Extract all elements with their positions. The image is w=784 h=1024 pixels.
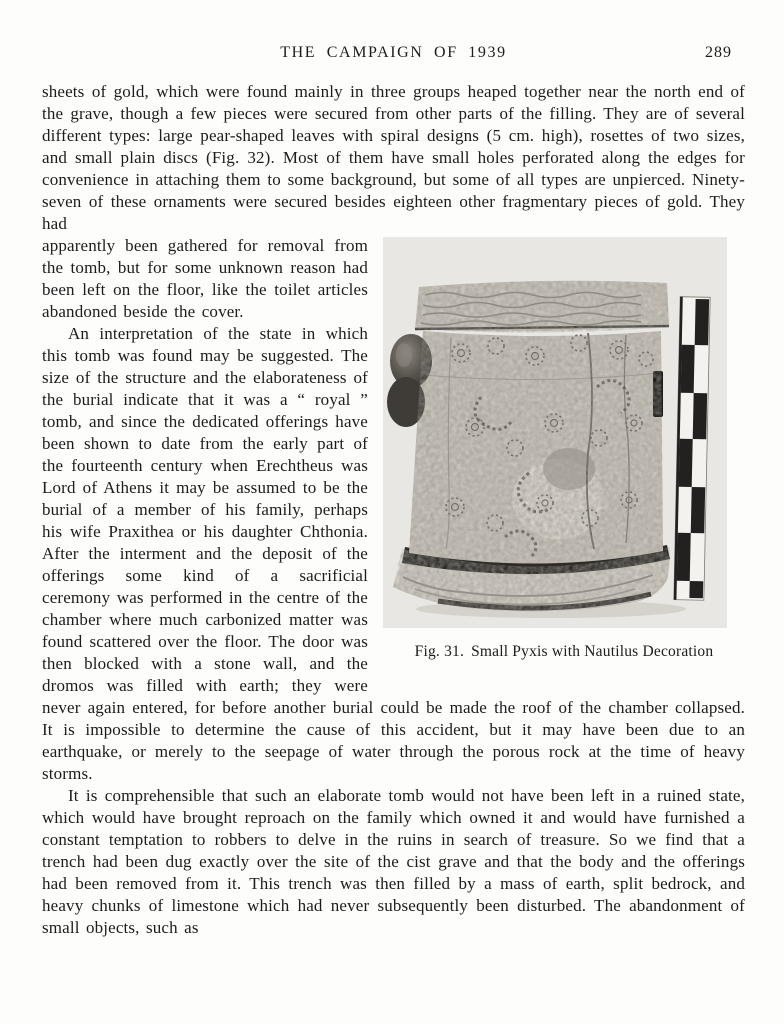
pyxis-photo (383, 237, 727, 628)
pyxis-photo-art (383, 237, 727, 628)
paragraph-3: It is comprehensible that such an elaborate tomb would not have been left in a ruined state, which would have brought reproach on the family which owned it and would have furnished a constant temptation to robbers to delve in the ruins in search of treasure. So we find that a trench had been dug exactly over the site of the cist grave and that the body and the offerings had been removed from it. This trench was then filled by a mass of earth, split bedrock, and heavy chunks of limestone which had never subsequently been disturbed. The abandonment of small objects, such as (42, 786, 745, 937)
figure-caption-text: Small Pyxis with Nautilus Decoration (471, 643, 714, 660)
paragraph-2: An interpretation of the state in which this tomb was found may be suggested. The size of the structure and the elaborateness of the burial indicate that it was a “ royal ” tomb, and since the dedicated offerings have been shown to date from the early part of the fourteenth century when Erechtheus was Lord of Athens it may be assumed to be the burial of a member of his family, perhaps his wife Praxithea or his daughter Chthonia. After the interment and the deposit of the offerings some kind of a sacrificial ceremony was performed in the centre of the chamber where much carbonized matter was found scattered over the floor. The door was then blocked with a stone wall, and the dromos was filled with earth; they were never again entered, for before another burial could be made the roof of the chamber collapsed. It is impossible to determine the cause of this accident, but it may have been due to an earthquake, or merely to the seepage of water through the porous rock at the time of heavy storms. (42, 324, 745, 783)
figure-31 (383, 237, 745, 663)
page-body (42, 81, 745, 939)
page-number: 289 (705, 44, 732, 61)
page-header (42, 44, 745, 64)
figure-caption-label: Fig. 31. (414, 643, 465, 660)
scale-rod (674, 297, 710, 601)
text-flow-with-figure (42, 235, 745, 939)
figure-caption (383, 641, 745, 663)
paragraph-1: sheets of gold, which were found mainly in three groups heaped together near the north end of the grave, though a few pieces were secured from other parts of the filling. They are of several different types: large pear-shaped leaves with spiral designs (5 cm. high), rosettes of two sizes, and small plain discs (Fig. 32). Most of them have small holes perforated along the edges for convenience in attaching them to some background, but some of all types are unpierced. Ninety-seven of these ornaments were secured besides eighteen other fragmentary pieces of gold. They had (42, 82, 745, 233)
paragraph-1-continued: apparently been gathered for removal from the tomb, but for some unknown reason had been left on the floor, like the toilet articles abandoned beside the cover. (42, 236, 368, 321)
running-title: THE CAMPAIGN OF 1939 (280, 44, 507, 61)
